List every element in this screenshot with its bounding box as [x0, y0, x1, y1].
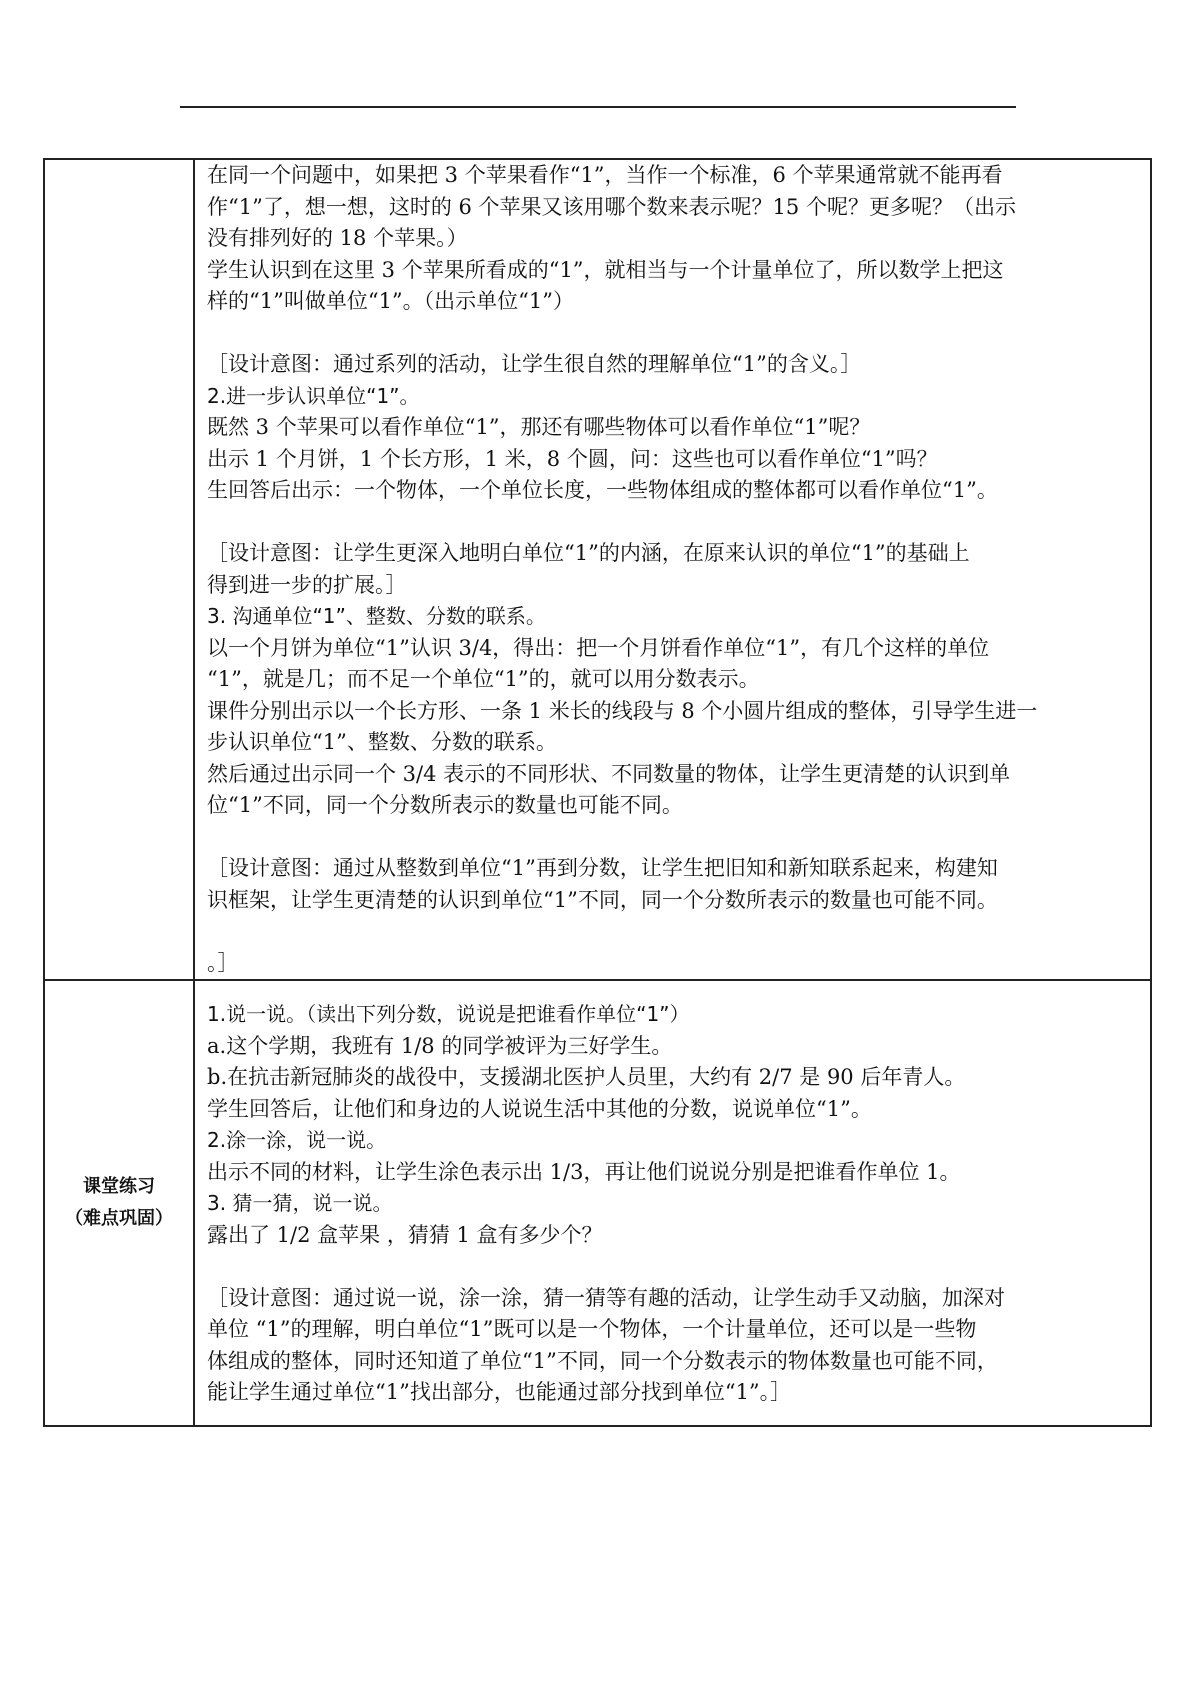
blank-line [207, 1251, 1140, 1283]
blank-line [207, 916, 1140, 948]
blank-line [207, 822, 1140, 854]
text-line: 出示不同的材料，让学生涂色表示出 1/3，再让他们说说分别是把谁看作单位 1。 [207, 1159, 961, 1184]
section-heading: 1.说一说。（读出下列分数，说说是把谁看作单位“1”） [207, 1002, 690, 1026]
text-line: 学生认识到在这里 3 个苹果所看成的“1”，就相当与一个计量单位了，所以数学上把这 [207, 257, 1004, 282]
row-label-practice [44, 980, 194, 1426]
text-line: a.这个学期，我班有 1/8 的同学被评为三好学生。 [207, 1033, 673, 1058]
section-heading: 3. 沟通单位“1”、整数、分数的联系。 [207, 604, 546, 628]
text-line: b.在抗击新冠肺炎的战役中，支援湖北医护人员里，大约有 2/7 是 90 后年青人。 [207, 1065, 966, 1089]
row-content-practice [194, 980, 1151, 1426]
text-line: 学生回答后，让他们和身边的人说说生活中其他的分数，说说单位“1”。 [207, 1096, 872, 1121]
text-line: 步认识单位“1”、整数、分数的联系。 [207, 730, 557, 754]
text-line: ［设计意图：通过说一说，涂一涂，猜一猜等有趣的活动，让学生动手又动脑，加深对 [207, 1285, 1005, 1310]
text-line: 出示 1 个月饼，1 个长方形，1 米，8 个圆，问：这些也可以看作单位“1”吗？ [207, 446, 938, 471]
text-line: 课件分别出示以一个长方形、一条 1 米长的线段与 8 个小圆片组成的整体，引导学生进一 [207, 698, 1038, 723]
table-row [44, 159, 1151, 980]
text-line: 单位 “1”的理解，明白单位“1”既可以是一个物体，一个计量单位，还可以是一些物 [207, 1317, 977, 1341]
section-heading: 3. 猜一猜，说一说。 [207, 1191, 393, 1215]
text-line: 识框架，让学生更清楚的认识到单位“1”不同，同一个分数所表示的数量也可能不同。 [207, 887, 998, 912]
text-line: 得到进一步的扩展。］ [207, 572, 407, 597]
text-line: 既然 3 个苹果可以看作单位“1”，那还有哪些物体可以看作单位“1”呢？ [207, 415, 871, 439]
text-line: “1”，就是几；而不足一个单位“1”的，就可以用分数表示。 [207, 667, 760, 691]
row-label-title: 课堂练习 [83, 1176, 155, 1197]
text-line: 。］ [207, 950, 239, 975]
blank-line [207, 318, 1140, 350]
text-line: 生回答后出示：一个物体，一个单位长度，一些物体组成的整体都可以看作单位“1”。 [207, 478, 998, 502]
text-line: 样的“1”叫做单位“1”。（出示单位“1”） [207, 289, 574, 313]
section-heading: 2.涂一涂，说一说。 [207, 1128, 387, 1152]
text-line: 在同一个问题中，如果把 3 个苹果看作“1”，当作一个标准，6 个苹果通常就不能再看 [207, 163, 1003, 187]
row-label-subtitle: （难点巩固） [65, 1208, 173, 1229]
text-line: 以一个月饼为单位“1”认识 3/4，得出：把一个月饼看作单位“1”，有几个这样的单位 [207, 635, 990, 660]
text-line: 没有排列好的 18 个苹果。） [207, 226, 468, 250]
text-line: ［设计意图：让学生更深入地明白单位“1”的内涵，在原来认识的单位“1”的基础上 [207, 541, 970, 565]
row-label-empty [44, 159, 194, 980]
text-line: 露出了 1/2 盒苹果 ，猜猜 1 盒有多少个？ [207, 1222, 603, 1247]
header-rule [180, 106, 1016, 108]
blank-line [207, 507, 1140, 539]
text-line: 能让学生通过单位“1”找出部分，也能通过部分找到单位“1”。］ [207, 1380, 792, 1404]
text-line: ［设计意图：通过系列的活动，让学生很自然的理解单位“1”的含义。］ [207, 352, 862, 376]
row-content-teaching [194, 159, 1151, 980]
text-line: 然后通过出示同一个 3/4 表示的不同形状、不同数量的物体，让学生更清楚的认识到单 [207, 761, 1011, 786]
text-line: 体组成的整体，同时还知道了单位“1”不同，同一个分数表示的物体数量也可能不同， [207, 1348, 998, 1373]
table-row [44, 980, 1151, 1426]
section-heading: 2.进一步认识单位“1”。 [207, 383, 420, 408]
lesson-plan-table [43, 158, 1152, 1427]
text-line: 作“1”了，想一想，这时的 6 个苹果又该用哪个数来表示呢？15 个呢？更多呢？（出示 [207, 194, 1016, 219]
text-line: 位“1”不同，同一个分数所表示的数量也可能不同。 [207, 793, 683, 817]
text-line: ［设计意图：通过从整数到单位“1”再到分数，让学生把旧知和新知联系起来，构建知 [207, 856, 998, 880]
